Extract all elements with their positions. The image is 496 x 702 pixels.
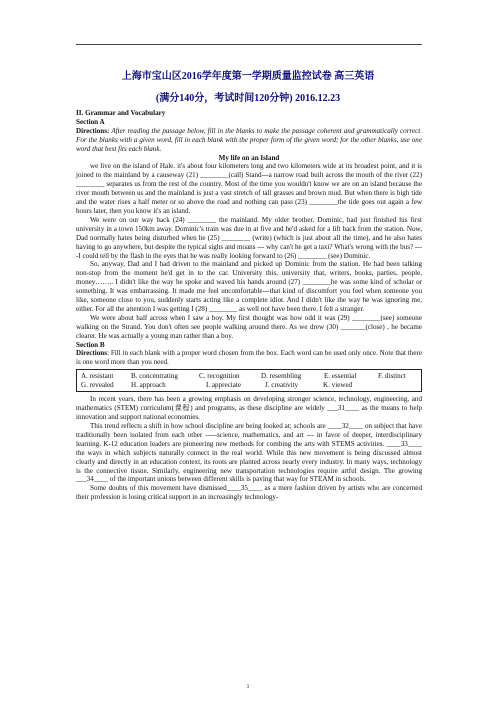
word-option: D. resembling	[261, 371, 302, 380]
directions-label: Directions:	[76, 126, 110, 135]
word-option: F. distinct	[378, 371, 406, 380]
section-heading: II. Grammar and Vocabulary	[76, 109, 166, 117]
word-option: H. approach	[131, 381, 166, 390]
passage-paragraph: we live on the island of Hale. it's about four kilometers long and two kilometers wide at its broadest point, and it is joined to the mainland by a causeway (21) ________(call) Stand---a narrow road built across the mouth of the river (22) ________ separates us from the rest of the country. Most of the time you wouldn't know we are on an island because the river mouth between us and the mainland is just a vast stretch of tall grasses and brown mud. But when there is high tide and the water rises a half meter or so above the road and nothing can pass (23) ________the tide goes out again a few hours later, then you know it's an island.	[76, 162, 422, 215]
word-option: J. creativity	[265, 381, 299, 390]
section-b-directions	[76, 349, 422, 367]
top-rule	[76, 44, 422, 45]
word-box-row	[81, 371, 417, 381]
section-a-label: Section A	[76, 117, 105, 126]
passage-paragraph: This trend reflects a shift in how school discipline are being looked at; schools are ____32____ on subject that have traditionally been isolated from each other -----science, mathematics, and art --- in favor of deeper, interdisciplinary learning. K-12 education leaders are pioneering new methods for combing the arts with STEMS activities. ____33____ the ways in which subjects naturally connect in the real world. While this new movement is being discussed almost clearly and directly in an education context, its roots are planted across nearly every industry. In many ways, technology is the connective tissue. Similarly, engineering new transportation technologies require artful design. The growing ___34____ of the important unions between different skills is paving that way for STEAM in schools.	[76, 422, 422, 484]
page-number: 1	[246, 684, 250, 690]
word-option: A. resistant	[81, 371, 114, 380]
passage-paragraph: In recent years, there has been a growing emphasis on developing stronger science, technology, engineering, and mathematics (STEM) curriculum(课程) and programs, as these discipline are widely ___31____ as the means to help innovation and support national economies.	[76, 395, 422, 422]
word-option: E. essential	[324, 371, 357, 380]
passage-paragraph: Some doubts of this movement have dismissed____35____ as a mere fashion driven by artists who are concerned their profession is losing critical support in an increasingly technology-	[76, 484, 422, 502]
exam-subtitle: (满分140分，考试时间120分钟) 2016.12.23	[155, 93, 341, 104]
directions-text: : Fill in each blank with a proper word chosen from the box. Each word can be used only once. Note that there is one word more than you need.	[76, 349, 422, 367]
word-option: B. concentrating	[131, 371, 178, 380]
directions-label: Directions	[76, 349, 107, 358]
word-box-row	[81, 381, 417, 391]
passage-paragraph: We were about half across when I saw a boy. My first thought was how odd it was (29) ________(see) someone walking on the Strand. You don't often see people walking around there. As we drew (30) _______(close) , he became clearer. He was actually a young man rather than a boy.	[76, 313, 422, 340]
directions-text: After reading the passage below, fill in the blanks to make the passage coherent and grammatically correct. For the blanks with a given word, fill in each blank with the proper form of the given word; for the other blanks, use one word that best fits each blank.	[76, 126, 422, 153]
section-a-directions	[76, 127, 422, 154]
word-option: C. recognition	[199, 371, 240, 380]
word-option: G. revealed	[81, 381, 114, 390]
word-option: I. appreciate	[206, 381, 242, 390]
passage-paragraph: So, anyway, Dad and I had driven to the mainland and picked up Dominic from the station. He had been talking non-stop from the moment he'd get in to the car. University this, university that, writers, books, parties, people, money…….. I didn't like the way he spoke and waved his hands around (27) ________he was some kind of scholar or something. It was embarrassing. It made me feel uncomfortable---that kind of discomfort you feel when someone you like, someone close to you, suddenly starts acting like a complete idiot. And I didn't like the way he was ignoring me, either. For all the attention I was getting I (28) ________ as well not have been there. I felt a stranger.	[76, 260, 422, 313]
passage-paragraph: We were on our way back (24) ________ the mainland. My older brother, Dominic, had just finished his first university in a town 150km away. Dominic's train was due in at five and he'd asked for a lift back from the station. Now, Dad normally hates being disturbed when he (25) ________ (write) (which is just about all the time), and he also hates having to go anywhere, but despite the typical sighs and moans --- why can't he get a taxi? What's wrong with the bus? ----I could tell by the flash in the eyes that he was really looking forward to (26) ________ (see) Dominic.	[76, 215, 422, 260]
exam-title: 上海市宝山区2016学年度第一学期质量监控试卷 高三英语	[121, 71, 375, 82]
exam-body	[76, 109, 422, 502]
word-box	[76, 369, 422, 392]
word-option: K. viewed	[323, 381, 353, 390]
passage-title: My life on an Island	[218, 153, 280, 162]
section-b-label: Section B	[76, 340, 105, 349]
